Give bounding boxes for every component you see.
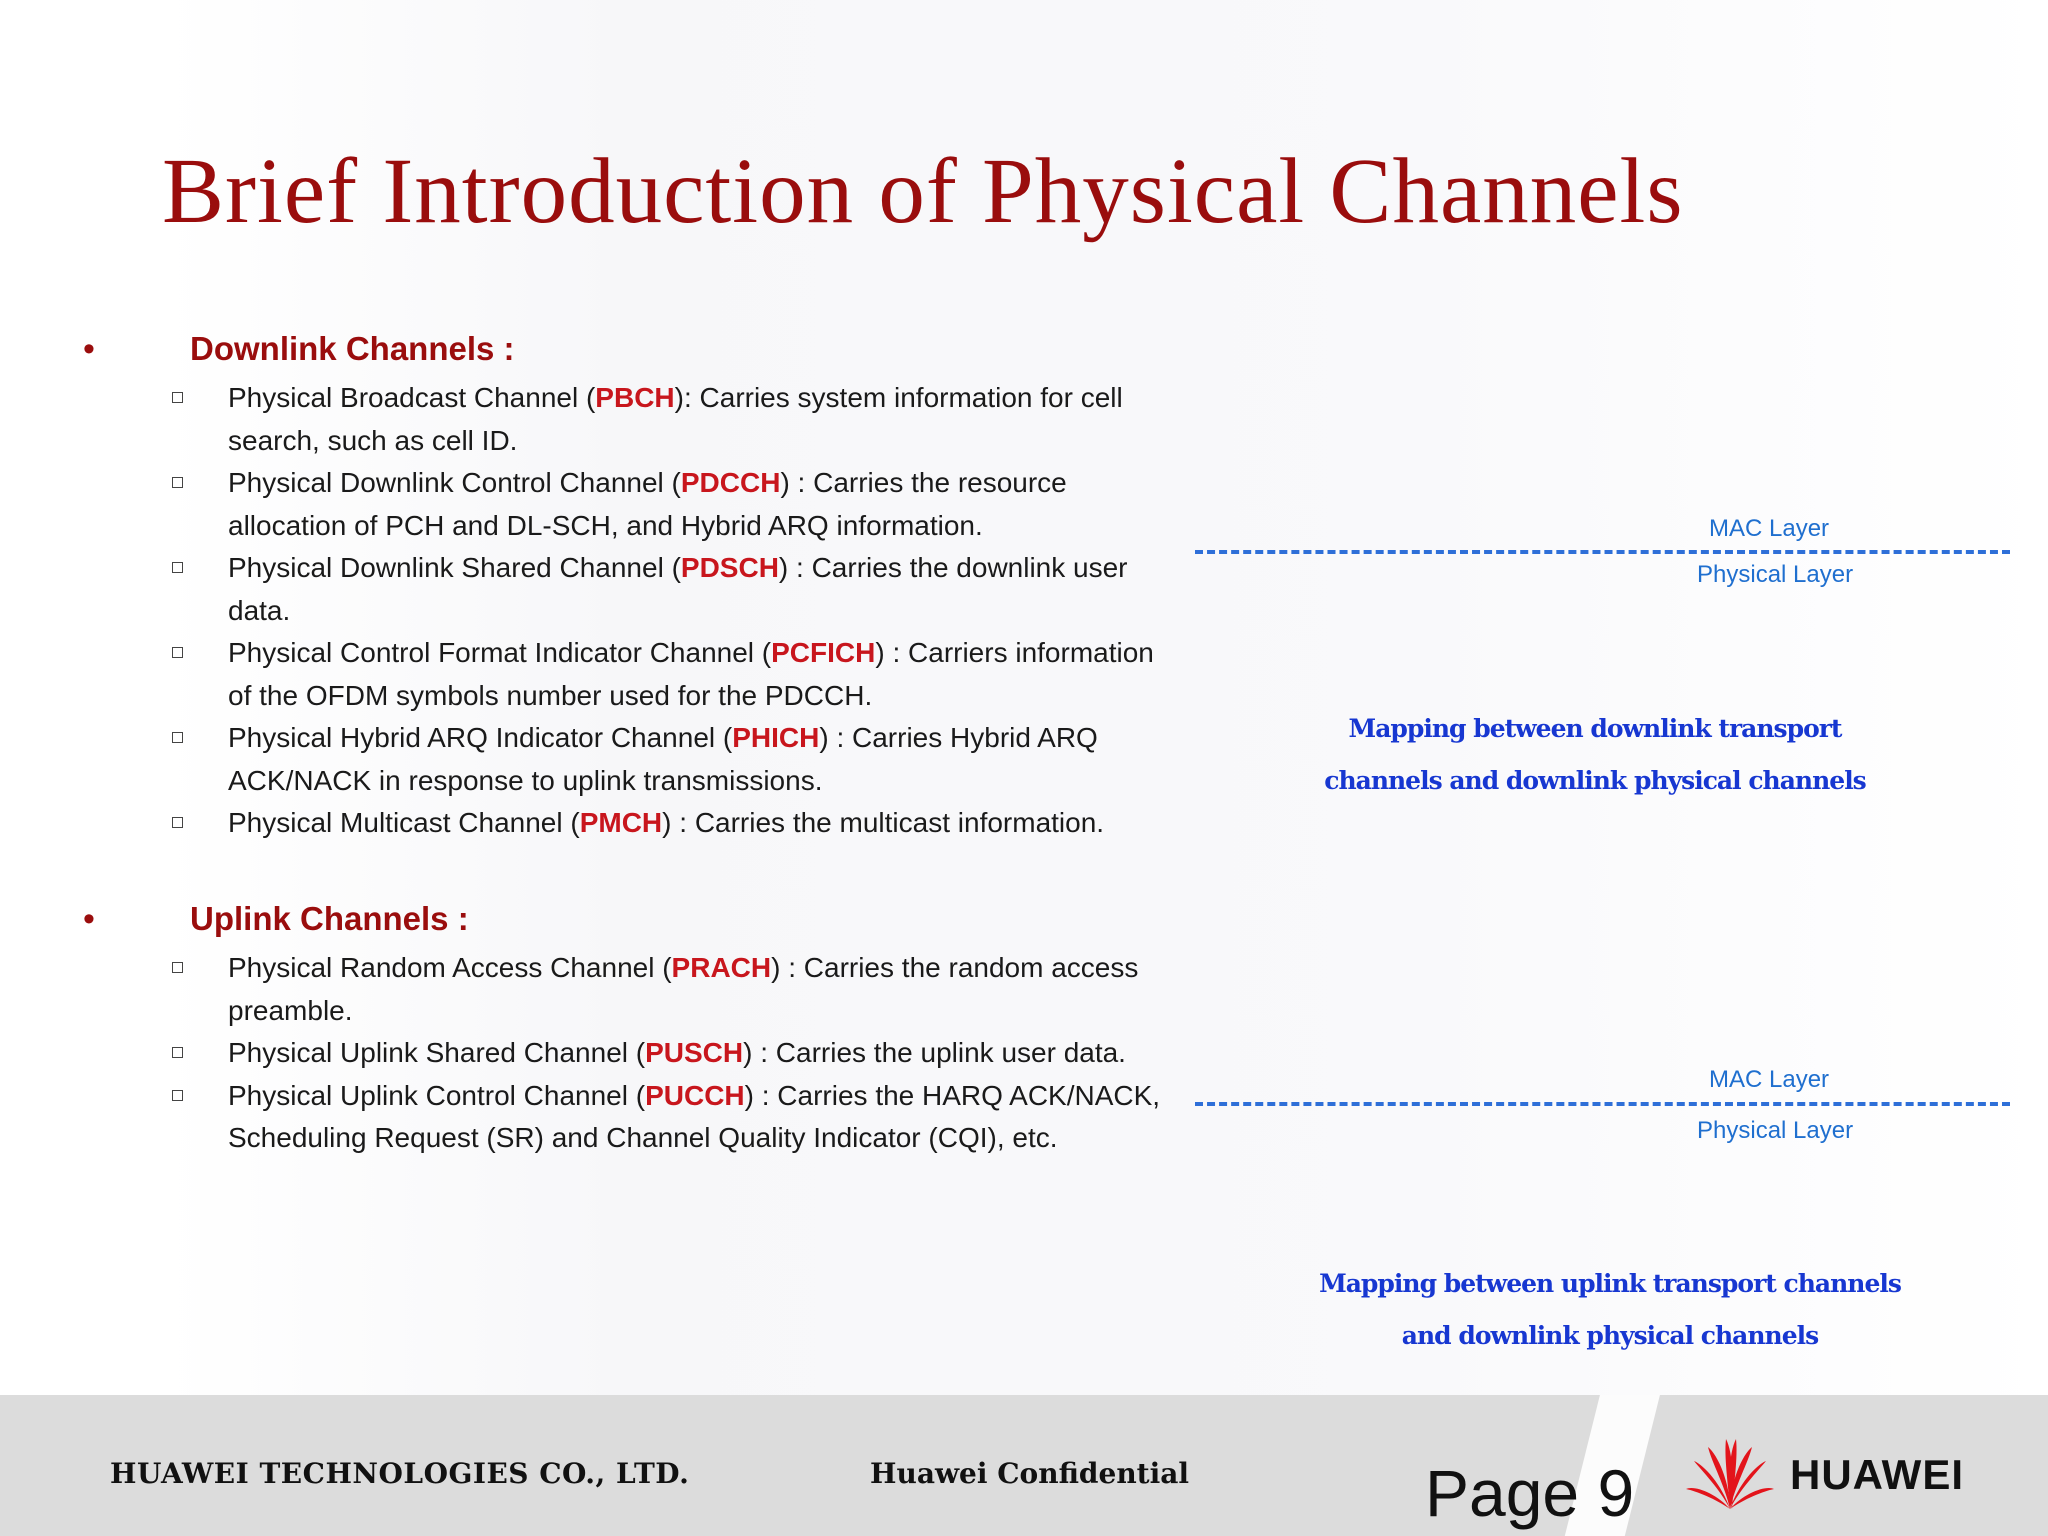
slide-footer: [0, 1395, 2048, 1536]
list-item: [80, 947, 1200, 1032]
item-text: Physical Control Format Indicator Channel (PCFICH) : Carriers information of the OFDM symbols number used for the PDCCH.: [228, 637, 1154, 711]
uplink-mac-layer-label: MAC Layer: [1709, 1066, 1830, 1093]
uplink-layer-divider: [1195, 1102, 2010, 1106]
square-bullet-icon: [172, 562, 183, 573]
list-item: [80, 632, 1200, 717]
downlink-mapping-caption: Mapping between downlink transport channels and downlink physical channels: [1324, 714, 1866, 795]
channel-abbr: PCFICH: [771, 637, 876, 668]
uplink-physical-layer-label: Physical Layer: [1697, 1117, 1854, 1144]
page-number: Page 9: [1425, 1456, 1635, 1530]
list-item: [80, 1032, 1200, 1075]
footer-company: HUAWEI TECHNOLOGIES CO., LTD.: [110, 1457, 690, 1490]
uplink-mapping-caption: Mapping between uplink transport channels and downlink physical channels: [1319, 1269, 1901, 1350]
square-bullet-icon: [172, 962, 183, 973]
square-bullet-icon: [172, 817, 183, 828]
item-text: Physical Downlink Control Channel (PDCCH) : Carries the resource allocation of PCH and DL-SCH, and Hybrid ARQ information.: [228, 467, 1067, 541]
bullet-icon: •: [83, 330, 95, 368]
huawei-petals-icon: [1680, 1431, 1780, 1511]
list-item: [80, 802, 1200, 845]
square-bullet-icon: [172, 732, 183, 743]
slide-title: Brief Introduction of Physical Channels: [162, 140, 1684, 243]
downlink-heading: Downlink Channels :: [190, 330, 515, 367]
channel-abbr: PHICH: [732, 722, 820, 753]
item-text: Physical Hybrid ARQ Indicator Channel (PHICH) : Carries Hybrid ARQ ACK/NACK in response to uplink transmissions.: [228, 722, 1098, 796]
list-item: [80, 1075, 1200, 1160]
list-item: [80, 462, 1200, 547]
uplink-list: [80, 947, 1200, 1160]
downlink-heading-row: [80, 327, 1200, 371]
channel-abbr: PDSCH: [680, 552, 779, 583]
uplink-heading-row: [80, 897, 1200, 941]
downlink-list: [80, 377, 1200, 845]
list-item: [80, 547, 1200, 632]
uplink-section: [80, 897, 1200, 1160]
item-text: Physical Random Access Channel (PRACH) : Carries the random access preamble.: [228, 952, 1139, 1026]
square-bullet-icon: [172, 1090, 183, 1101]
channel-abbr: PUSCH: [645, 1037, 744, 1068]
channel-abbr: PUCCH: [645, 1079, 745, 1111]
downlink-physical-layer-label: Physical Layer: [1697, 561, 1854, 588]
item-text: Physical Broadcast Channel (PBCH): Carries system information for cell search, such as cell ID.: [228, 382, 1123, 456]
square-bullet-icon: [172, 1047, 183, 1058]
downlink-section: [80, 327, 1200, 845]
list-item: [80, 717, 1200, 802]
square-bullet-icon: [172, 392, 183, 403]
huawei-logo-text: HUAWEI: [1790, 1451, 1964, 1498]
downlink-layer-divider: [1195, 550, 2010, 554]
bullet-icon: •: [83, 900, 95, 938]
channel-abbr: PRACH: [671, 952, 772, 983]
channel-abbr: PDCCH: [680, 467, 781, 498]
item-text: Physical Uplink Control Channel (PUCCH) : Carries the HARQ ACK/NACK, Scheduling Request (SR) and Channel Quality Indicator (CQI), etc.: [228, 1079, 1161, 1153]
channel-abbr: PMCH: [579, 807, 663, 838]
downlink-mac-layer-label: MAC Layer: [1709, 515, 1830, 542]
huawei-logo: [1680, 1431, 1980, 1511]
item-text: Physical Uplink Shared Channel (PUSCH) : Carries the uplink user data.: [228, 1037, 1126, 1068]
channel-abbr: PBCH: [595, 382, 675, 413]
square-bullet-icon: [172, 647, 183, 658]
uplink-heading: Uplink Channels :: [190, 900, 469, 937]
item-text: Physical Downlink Shared Channel (PDSCH) : Carries the downlink user data.: [228, 552, 1128, 626]
list-item: [80, 377, 1200, 462]
square-bullet-icon: [172, 477, 183, 488]
item-text: Physical Multicast Channel (PMCH) : Carries the multicast information.: [228, 807, 1105, 838]
footer-confidential: Huawei Confidential: [870, 1457, 1190, 1490]
